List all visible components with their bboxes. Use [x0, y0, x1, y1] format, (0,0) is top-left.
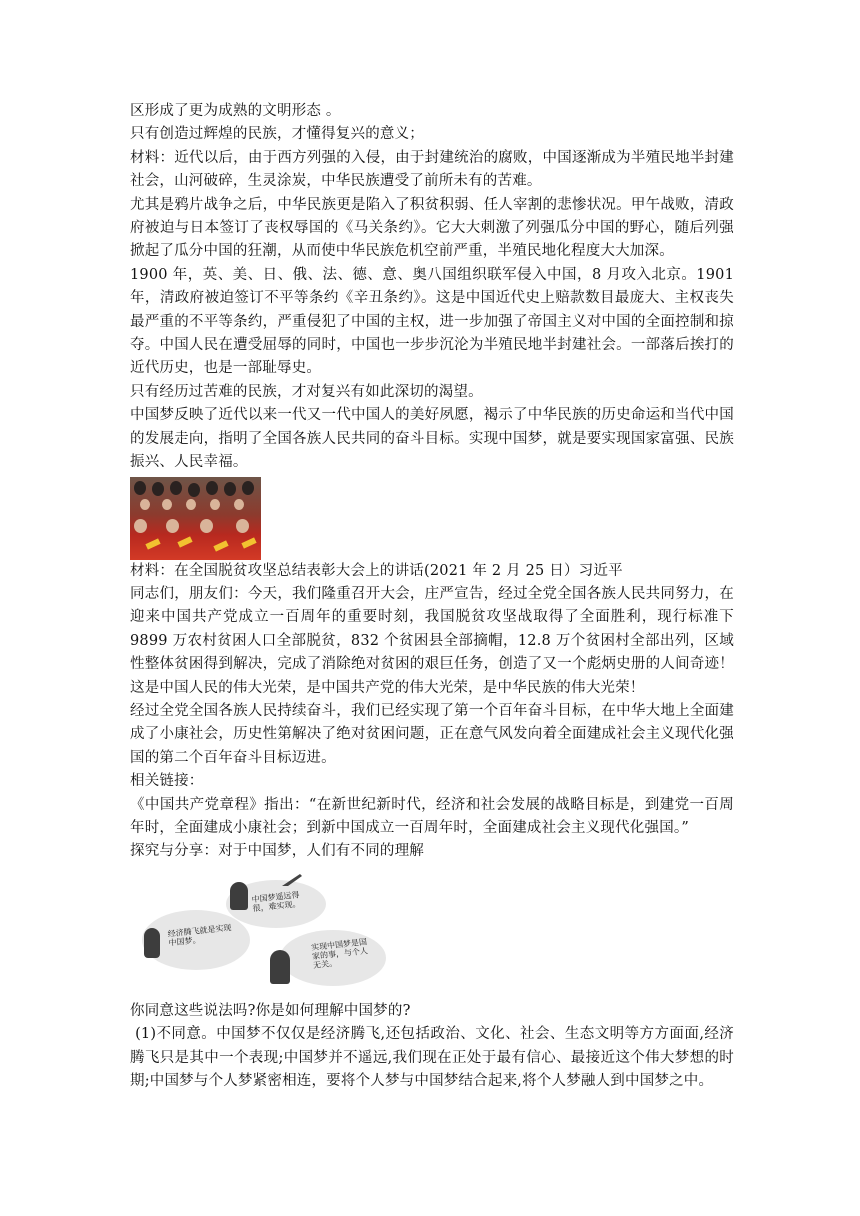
person-silhouette-middle: [230, 882, 248, 910]
airplane-icon: [280, 870, 304, 890]
answer: (1)不同意。中国梦不仅仅是经济腾飞,还包括政治、文化、社会、生态文明等方方面面,经济腾飞只是其中一个表现;中国梦并不遥远,我们现在正处于最有信心、最接近这个伟大梦想的时期;中国梦与个人梦紧密相连，要将个人梦与中国梦结合起来,将个人梦融人到中国梦之中。: [130, 1026, 735, 1089]
paragraph: 材料：在全国脱贫攻坚总结表彰大会上的讲话(2021 年 2 月 25 日）习近平: [130, 562, 623, 579]
person-silhouette-left: [144, 928, 160, 958]
paragraph: 只有创造过辉煌的民族，才懂得复兴的意义；: [130, 126, 424, 143]
paragraph: 材料：近代以后，由于西方列强的入侵，由于封建统治的腐败，中国逐渐成为半殖民地半封建社会，山河破碎，生灵涂炭，中华民族遭受了前所未有的苦难。: [130, 149, 734, 190]
paragraph: 经过全党全国各族人民持续奋斗，我们已经实现了第一个百年奋斗目标，在中华大地上全面建成了小康社会，历史性第解决了绝对贫困问题，正在意气风发向着全面建成社会主义现代化强国的第二个百年奋斗目标迈进。: [130, 702, 734, 766]
paragraph: 中国梦反映了近代以来一代又一代中国人的美好夙愿，褐示了中华民族的历史命运和当代中国的发展走向，指明了全国各族人民共同的奋斗目标。实现中国梦，就是要实现国家富强、民族振兴、人民幸福。: [130, 407, 734, 471]
question: 你同意这些说法吗?你是如何理解中国梦的?: [130, 1002, 411, 1019]
paragraph: 区形成了更为成熟的文明形态 。: [130, 103, 341, 119]
paragraph: 探究与分享：对于中国梦，人们有不同的理解: [130, 843, 424, 860]
paragraph: 尤其是鸦片战争之后，中华民族更是陷入了积贫积弱、任人宰割的悲惨状况。甲午战败，清政府被迫与日本签订了丧权辱国的《马关条约》。它大大刺激了列强瓜分中国的野心，随后列强掀起了瓜分中国的狂潮，从而使中华民族危机空前严重，半殖民地化程度大大加深。: [130, 196, 734, 260]
conference-photo: [130, 477, 261, 560]
person-silhouette-right: [270, 950, 290, 984]
paragraph: 同志们，朋友们：今天，我们隆重召开大会，庄严宣告，经过全党全国各族人民共同努力，在迎来中国共产党成立一百周年的重要时刻，我国脱贫攻坚战取得了全面胜利，现行标准下 9899 万农村贫困人口全部脱贫，832 个贫困县全部摘帽，12.8 万个贫困村全部出列，区域性整体贫困得到解决，完成了消除绝对贫困的艰巨任务，创造了又一个彪炳史册的人间奇迹！这是中国人民的伟大光荣，是中国共产党的伟大光荣，是中华民族的伟大光荣！: [130, 585, 734, 696]
thought-bubbles-illustration: [130, 870, 430, 990]
paragraph: 只有经历过苦难的民族，才对复兴有如此深切的渴望。: [130, 383, 483, 400]
paragraph: 《中国共产党章程》指出：“在新世纪新时代，经济和社会发展的战略目标是，到建党一百周年时，全面建成小康社会；到新中国成立一百周年时，全面建成社会主义现代化强国。”: [130, 796, 734, 836]
bubble-text-left: 经济腾飞就是实现中国梦。: [167, 922, 232, 948]
bubble-text-middle: 中国梦遥远得很，难实现。: [251, 890, 301, 913]
bubble-text-right: 实现中国梦是国家的事，与个人无关。: [310, 937, 369, 970]
document-page: [130, 100, 734, 1093]
paragraph: 相关链接：: [130, 773, 204, 790]
paragraph: 1900 年，英、美、日、俄、法、德、意、奥八国组织联军侵入中国，8 月攻入北京。1901 年，清政府被迫签订不平等条约《辛丑条约》。这是中国近代史上赔款数目最庞大、主权丧失最严重的不平等条约，严重侵犯了中国的主权，进一步加强了帝国主义对中国的全面控制和掠夺。中国人民在遭受屈辱的同时，中国也一步步沉沦为半殖民地半封建社会。一部落后挨打的近代历史，也是一部耻辱史。: [130, 266, 734, 377]
